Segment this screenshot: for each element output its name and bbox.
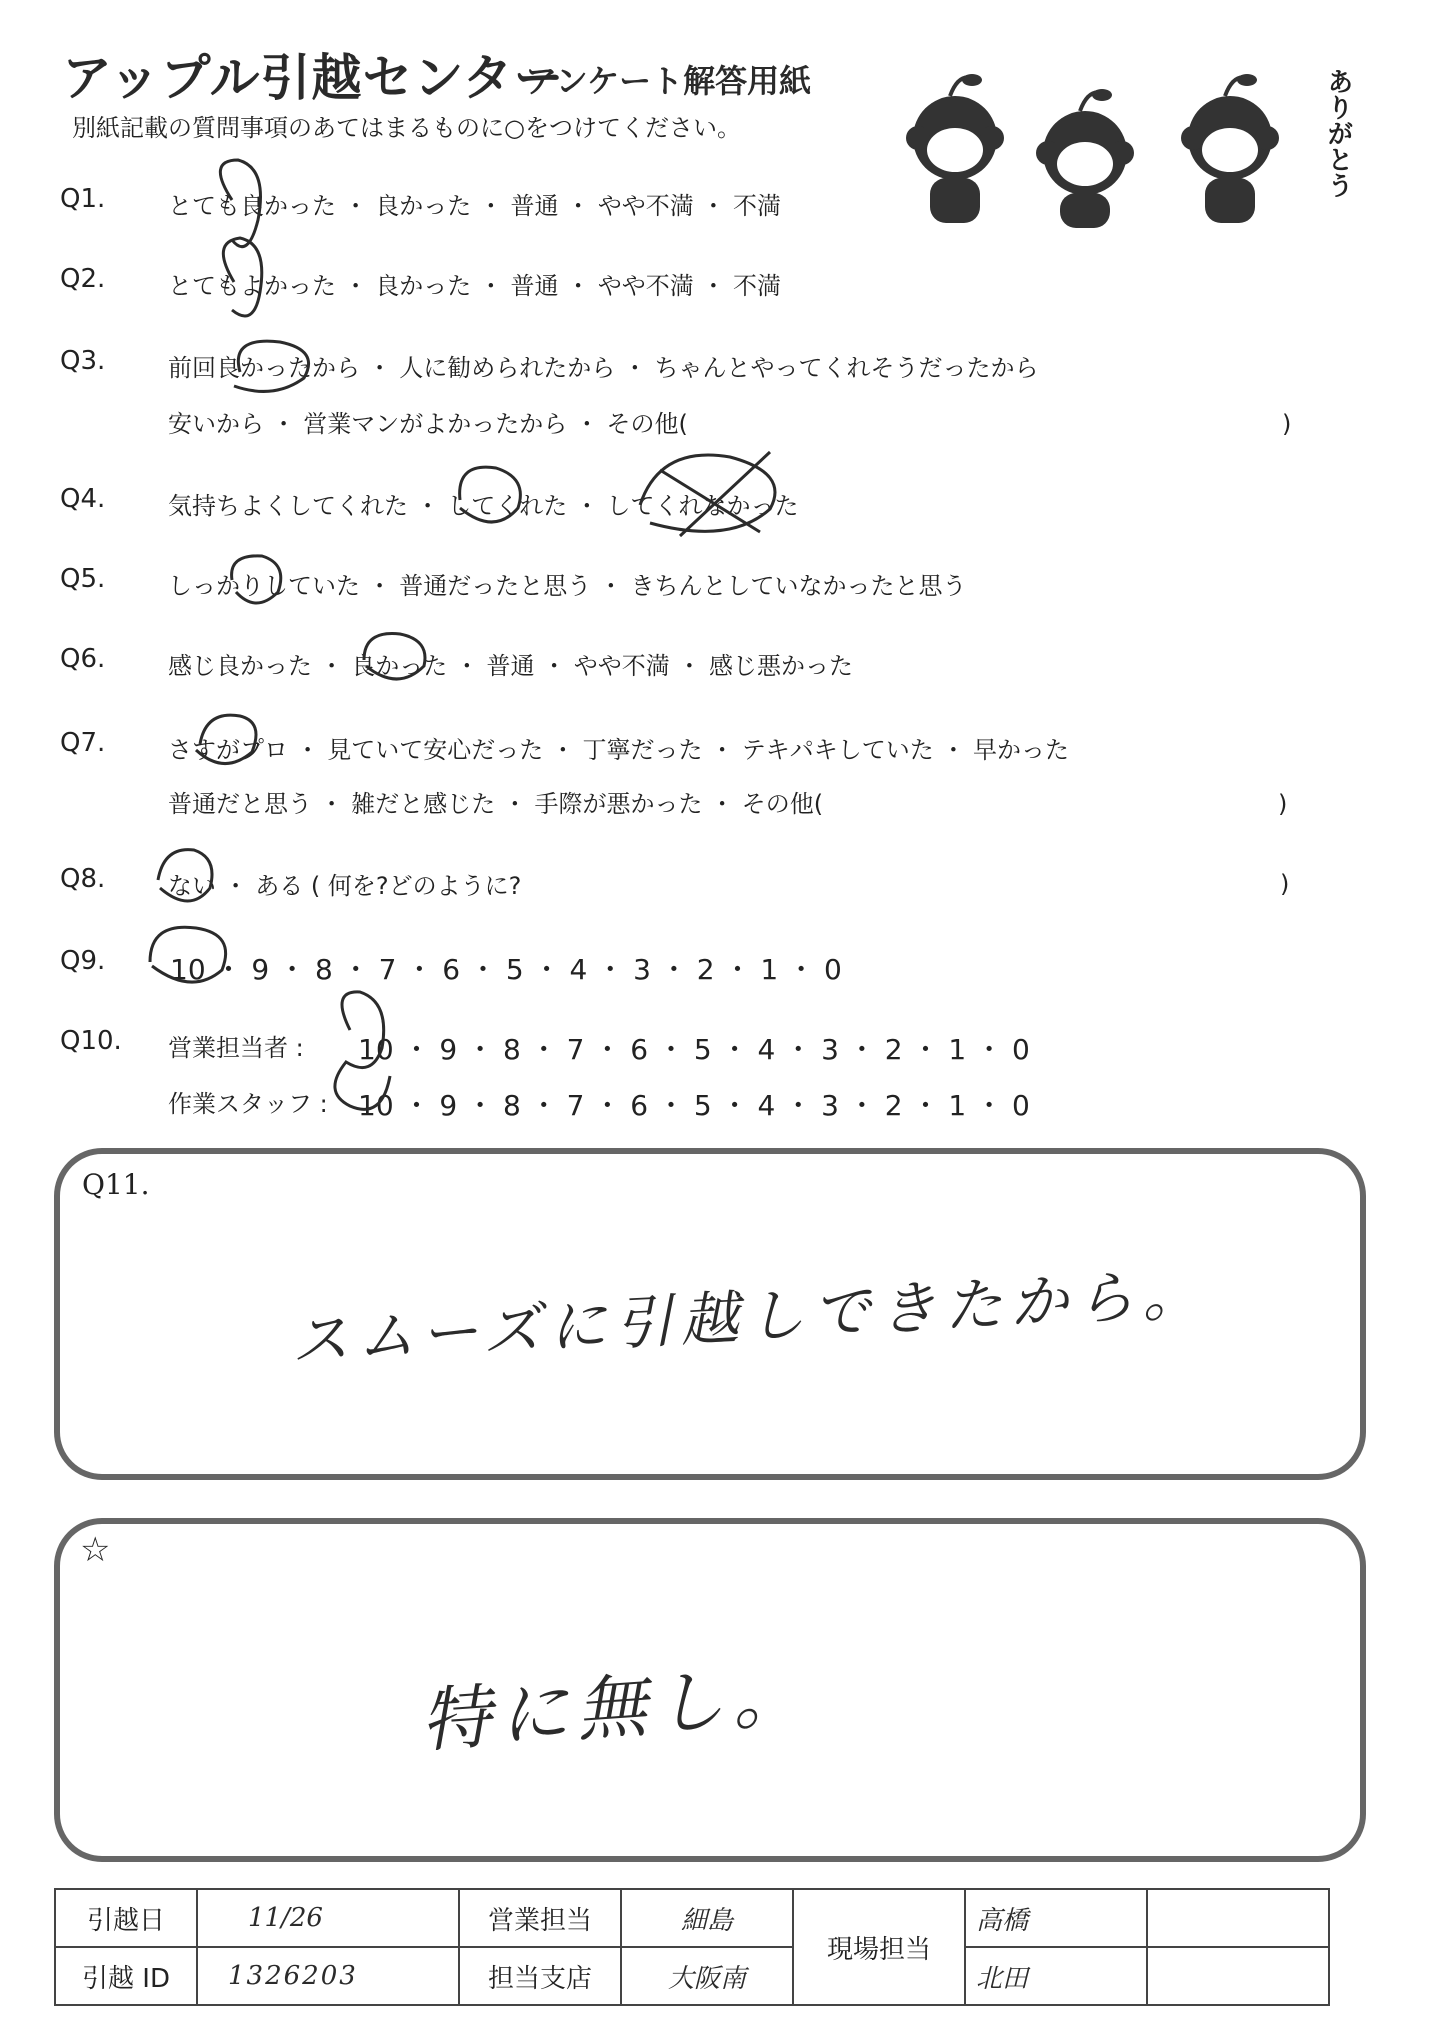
q2-number: Q2. [60, 264, 106, 294]
q6-circle-mark [364, 634, 425, 679]
q10-sales-scale: 10 ・ 9 ・ 8 ・ 7 ・ 6 ・ 5 ・ 4 ・ 3 ・ 2 ・ 1 ・ 0 [358, 1033, 1030, 1066]
q7-close-paren: ) [1278, 790, 1288, 818]
q4-options: 気持ちよくしてくれた ・ してくれた ・ してくれなかった [168, 492, 799, 520]
q1-options: とても良かった ・ 良かった ・ 普通 ・ やや不満 ・ 不満 [168, 192, 782, 220]
move-id-label: 引越 ID [55, 1947, 197, 2005]
q7-options-line1: さすがプロ ・ 見ていて安心だった ・ 丁寧だった ・ テキパキしていた ・ 早かった [168, 736, 1070, 764]
q10-staff-label: 作業スタッフ : [168, 1090, 328, 1118]
q7-number: Q7. [60, 728, 106, 758]
move-date-label: 引越日 [55, 1889, 197, 1947]
site-rep-extra-2 [1147, 1947, 1329, 2005]
q5-number: Q5. [60, 564, 106, 594]
branch-value: 大阪南 [621, 1947, 793, 2005]
q9-number: Q9. [60, 946, 106, 976]
q5-options: しっかりしていた ・ 普通だったと思う ・ きちんとしていなかったと思う [168, 572, 967, 600]
q8-close-paren: ) [1280, 870, 1290, 898]
q3-number: Q3. [60, 346, 106, 376]
sales-rep-label: 営業担当 [459, 1889, 621, 1947]
q10-staff-scale: 10 ・ 9 ・ 8 ・ 7 ・ 6 ・ 5 ・ 4 ・ 3 ・ 2 ・ 1 ・ 0 [358, 1089, 1030, 1122]
q9-scale: 10 ・ 9 ・ 8 ・ 7 ・ 6 ・ 5 ・ 4 ・ 3 ・ 2 ・ 1 ・ 0 [170, 953, 842, 986]
site-rep-extra-1 [1147, 1889, 1329, 1947]
company-title: アップル引越センター [62, 49, 565, 107]
q6-number: Q6. [60, 644, 106, 674]
q2-circle-mark [223, 238, 261, 316]
site-rep-value-1: 高橋 [965, 1889, 1147, 1947]
thanks-text: ありがとう [1323, 68, 1353, 198]
site-rep-value-2: 北田 [965, 1947, 1147, 2005]
q7-circle-mark [196, 715, 256, 763]
q8-options: ない ・ ある ( 何を?どのように? [168, 872, 522, 900]
star-handwritten-answer: 特に無し。 [417, 1653, 813, 1763]
form-subtitle: アンケート解答用紙 [525, 62, 812, 100]
star-label: ☆ [80, 1530, 111, 1570]
q8-circle-mark [158, 850, 212, 901]
q1-circle-mark [220, 160, 260, 247]
q3-circle-mark [234, 341, 309, 391]
move-id-value: 1326203 [197, 1947, 459, 2005]
q9-circle-mark [150, 927, 226, 982]
q10-circle-mark [335, 992, 390, 1109]
q6-options: 感じ良かった ・ 良かった ・ 普通 ・ やや不満 ・ 感じ悪かった [168, 652, 854, 680]
q3-close-paren: ) [1282, 410, 1292, 438]
q7-options-line2: 普通だと思う ・ 雑だと感じた ・ 手際が悪かった ・ その他( [168, 790, 824, 818]
q10-sales-label: 営業担当者 : [168, 1034, 304, 1062]
move-date-value: 11/26 [197, 1889, 459, 1947]
q11-label: Q11. [82, 1168, 150, 1201]
instruction-text: 別紙記載の質問事項のあてはまるものに○をつけてください。 [72, 114, 741, 142]
branch-label: 担当支店 [459, 1947, 621, 2005]
q5-circle-mark [232, 556, 281, 603]
q4-number: Q4. [60, 484, 106, 514]
q3-options-line2: 安いから ・ 営業マンがよかったから ・ その他( [168, 410, 688, 438]
q1-number: Q1. [60, 184, 106, 214]
move-info-table [54, 1888, 1330, 2006]
q3-options-line1: 前回良かったから ・ 人に勧められたから ・ ちゃんとやってくれそうだったから [168, 354, 1039, 382]
q10-number: Q10. [60, 1026, 122, 1056]
q4-circle-mark [460, 467, 521, 522]
q2-options: とてもよかった ・ 良かった ・ 普通 ・ やや不満 ・ 不満 [168, 272, 782, 300]
site-rep-label: 現場担当 [793, 1889, 965, 2005]
q8-number: Q8. [60, 864, 106, 894]
sales-rep-value: 細島 [621, 1889, 793, 1947]
q11-handwritten-answer: スムーズに引越しできたから。 [289, 1259, 1210, 1375]
